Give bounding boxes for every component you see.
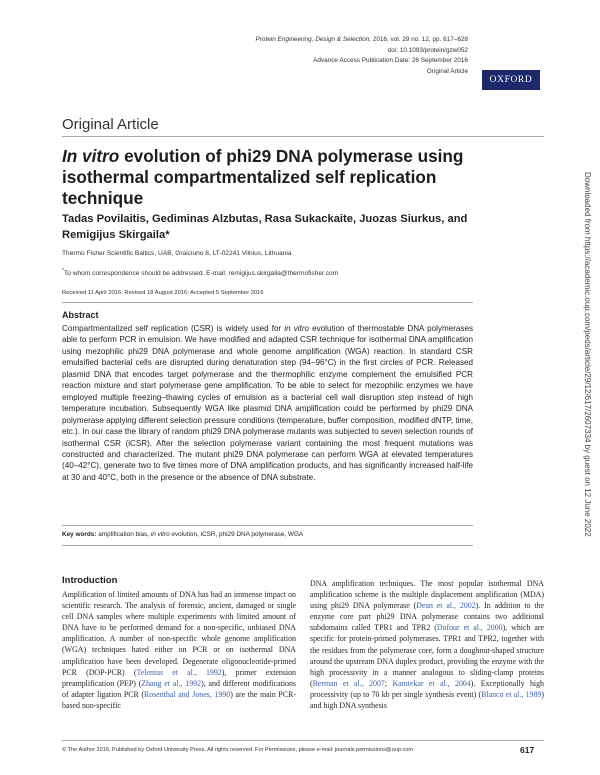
citation-link[interactable]: Kamtekar et al., 2004 <box>392 678 471 688</box>
keywords-post: evolution, iCSR, phi29 DNA polymerase, WGA <box>169 531 304 538</box>
copyright: © The Author 2016. Published by Oxford University Press. All rights reserved. For Permissions, please e-mail: journals.permissions@oup.com <box>62 747 414 753</box>
citation-link[interactable]: Zhang et al., 1992 <box>141 678 202 688</box>
abstract-rule-top <box>62 302 473 303</box>
citation-link[interactable]: Dufour et al., 2000 <box>436 623 503 633</box>
col2-text-a: DNA amplification techniques. The most popular isothermal DNA amplification scheme is the multiple displacement amplification (MDA) using phi29 DNA polymerase ( <box>310 579 544 611</box>
citation-link[interactable]: Dean et al., 2002 <box>416 601 476 611</box>
article-title <box>62 146 482 209</box>
citation-link[interactable]: Telenius et al., 1992 <box>136 667 222 677</box>
corr-mark: * <box>62 268 64 274</box>
col2-text-c: ), which are specific for protein-primed polymerases. TPR1 and TPR2, together with the residues from the polymerase core, form a doughnut-shaped structure around the upstream DNA duplex product, providing the enzyme with the high processivity in a manner analogous to sliding-clamp proteins ( <box>310 623 545 688</box>
col2-text-e: ). Exceptionally high processivity (up to 70 kb per single synthesis event) ( <box>310 678 544 699</box>
title-text: evolution of phi29 DNA polymerase using isothermal compartmentalized self replication technique <box>62 146 464 208</box>
col1-text-d: ) are the main PCR-based non-specific <box>62 689 296 710</box>
journal-name: Protein Engineering, Design & Selection, <box>255 36 371 43</box>
affiliation: Thermo Fisher Scientific Baltics, UAB, Graiciuno 8, LT-02241 Vilnius, Lithuania <box>62 250 292 257</box>
keywords-rule <box>62 545 473 546</box>
corr-text[interactable]: To whom correspondence should be addressed. E-mail: remigijus.skirgaila@thermofisher.com <box>63 270 339 278</box>
abstract-heading: Abstract <box>62 310 99 320</box>
doi[interactable]: doi: 10.1093/protein/gzw052 <box>387 46 468 54</box>
publisher-logo <box>482 70 540 90</box>
access-date: Advance Access Publication Date: 26 September 2016 <box>313 57 468 65</box>
divider <box>62 136 544 137</box>
citation-link[interactable]: Rosenthal and Jones, 1990 <box>144 689 231 699</box>
page-number: 617 <box>520 745 535 755</box>
introduction-heading: Introduction <box>62 575 118 586</box>
journal-volume: 2016, vol. 29 no. 12, pp. 617–628 <box>370 36 468 43</box>
citation-link[interactable]: Blanco et al., 1989 <box>481 689 542 699</box>
abstract-text <box>62 323 473 483</box>
article-type: Original Article <box>426 67 468 75</box>
abstract-rule-bottom <box>62 525 473 526</box>
abstract-part1: Compartmentalized self replication (CSR) is widely used for <box>62 324 285 333</box>
keywords-italic: in vitro <box>150 531 170 538</box>
correspondence <box>62 268 338 277</box>
footer-rule <box>62 740 544 741</box>
download-watermark: Downloaded from https://academic.oup.com/peds/article/29/12/617/2607334 by guest on 12 June 2022 <box>583 172 592 537</box>
col1-text-a: Amplification of limited amounts of DNA has had an immense impact on scientific research. The analysis of forensic, ancient, damaged or single cell DNA samples where multiple experiments with limited amount of DNA have to be performed demand for a non-specific, unbiased DNA amplification. A number of non-specific whole genome amplification (WGA) techniques hated either on PCR or on isothermal DNA amplification have been developed. Degenerate oligonucleotide-primed PCR (DOP-PCR) ( <box>62 590 296 677</box>
logo-text: OXFORD <box>489 75 533 85</box>
history-dates: Received 11 April 2016; Revised 18 August 2016; Accepted 5 September 2016 <box>62 290 264 296</box>
col2-text-f: ) and high DNA synthesis <box>310 689 544 711</box>
col2-text-b: ). In addition to the enzyme core part phi29 DNA polymerase contains two additional subdomains called TPR1 and TPR2 ( <box>310 601 545 633</box>
col2-text-d: ; <box>384 678 393 688</box>
abstract-part2: evolution of thermostable DNA polymerases able to perform PCR in emulsion. We have modified and adapted CSR technique for isothermal DNA amplification using mezophilic phi29 DNA polymerase and whole genome amplification (WGA) reaction. In standard CSR emulsified bacterial cells are disrupted during denaturation step (94–96°C) in the first circles of PCR. Released plasmid DNA that encodes target polymerase and the thermophilic enzyme complement the emulsified PCR reaction mixture and start polymerase gene amplification. To be able to select for mezophilic enzymes we have employed multiple freezing–thawing cycles of emulsion as a bacterial cell wall disruption step instead of high temperature incubation. Subsequently WGA like plasmid DNA amplification could be performed by phi29 DNA polymerase applying different selection pressure conditions (temperature, buffer composition, modified dNTP, time, etc.). In our case the library of random phi29 DNA polymerase mutants was subjected to seven selection rounds of isothermal CSR (iCSR). After the selection polymerase variant containing the most frequent mutations was constructed and characterized. The mutant phi29 DNA polymerase can perform WGA at elevated temperatures (40–42°C), generate two to five times more of DNA amplification products, and has significantly increased half-life at 30 and 40°C, both in the presence or the absence of DNA substrate. <box>62 324 473 482</box>
section-label: Original Article <box>62 116 159 133</box>
citation-link[interactable]: Berman et al., 2007 <box>312 678 385 688</box>
intro-column-right <box>310 578 544 711</box>
col1-text-b: ), primer extension preamplification (PEP) ( <box>62 667 296 688</box>
col1-text-c: ), and different modifications of adapter ligation PCR ( <box>62 678 296 699</box>
intro-column-left <box>62 589 296 711</box>
keywords <box>62 531 303 538</box>
title-italic: In vitro <box>62 146 120 166</box>
keywords-pre: amplification bias, <box>96 531 151 538</box>
keywords-label: Key words: <box>62 531 97 538</box>
abstract-italic: in vitro <box>284 324 310 333</box>
journal-header <box>0 35 468 77</box>
authors: Tadas Povilaitis, Gediminas Alzbutas, Rasa Sukackaite, Juozas Siurkus, and Remigijus Skirgaila* <box>62 213 468 241</box>
